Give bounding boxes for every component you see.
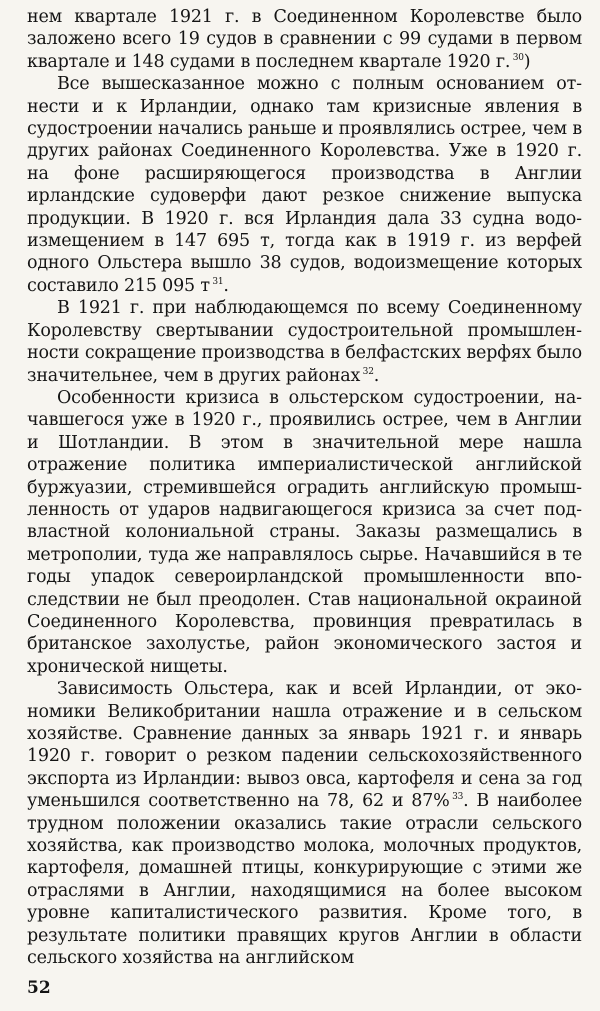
footnote-ref-32: 32 xyxy=(362,366,374,377)
paragraph-3 xyxy=(27,297,582,387)
footnote-ref-33: 33 xyxy=(452,792,464,803)
paragraph-5-tail: . В наиболее трудном положении оказались такие отрасли сельского хозяйства, как производство молока, молочных продуктов, картофеля, домашней птицы, конкурирующие с этими же отраслями в Англии, находящимися на более высоком уровне капиталистического развития. Кроме того, в результате политики правящих кругов Англии в области сельского хозяйства на английском xyxy=(27,791,583,969)
paragraph-5 xyxy=(27,678,582,969)
page-number: 52 xyxy=(27,978,51,998)
paragraph-3-text: В 1921 г. при наблюдающемся по всему Соединенному Королевству свертывании судостроительной промышленности сокращение производства в белфастских верфях было значительнее, чем в других районах xyxy=(27,298,582,386)
paragraph-1-text: нем квартале 1921 г. в Соединенном Королевстве было заложено всего 19 судов в сравнении с 99 судами в первом квартале и 148 судами в последнем квартале 1920 г. xyxy=(27,7,582,72)
paragraph-1-tail: ) xyxy=(523,51,531,72)
footnote-ref-31: 31 xyxy=(212,276,224,287)
paragraph-2-text: Все вышесказанное можно с полным основанием отнести и к Ирландии, однако там кризисные явления в судостроении начались раньше и проявлялись острее, чем в других районах Соединенного Королевства. Уже в 1920 г. на фоне расширяющегося производства в Англии ирландские судоверфи дают резкое снижение выпуска продукции. В 1920 г. вся Ирландия дала 33 судна водоизмещением в 147 695 т, тогда как в 1919 г. из верфей одного Ольстера вышло 38 судов, водоизмещение которых составило 215 095 т xyxy=(27,74,582,296)
paragraph-2 xyxy=(27,73,582,297)
paragraph-5-text: Зависимость Ольстера, как и всей Ирландии, от экономики Великобритании нашла отражение и в сельском хозяйстве. Сравнение данных за январь 1921 г. и январь 1920 г. говорит о резком падении сельскохозяйственного экспорта из Ирландии: вывоз овса, картофеля и сена за год уменьшился соответственно на 78, 62 и 87% xyxy=(27,679,582,812)
paragraph-4 xyxy=(27,387,582,678)
footnote-ref-30: 30 xyxy=(512,52,524,63)
paragraph-2-tail: . xyxy=(223,275,229,296)
paragraph-1 xyxy=(27,6,582,73)
paragraph-4-text: Особенности кризиса в ольстерском судостроении, начавшегося уже в 1920 г., проявились острее, чем в Англии и Шотландии. В этом в значительной мере нашла отражение политика империалистической английской буржуазии, стремившейся оградить английскую промышленность от ударов надвигающегося кризиса за счет подвластной колониальной страны. Заказы размещались в метрополии, туда же направлялось сырье. Начавшийся в те годы упадок североирландской промышленности впоследствии не был преодолен. Став национальной окраиной Соединенного Королевства, провинция превратилась в британское захолустье, район экономического застоя и хронической нищеты. xyxy=(27,387,582,677)
paragraph-3-tail: . xyxy=(373,365,380,386)
